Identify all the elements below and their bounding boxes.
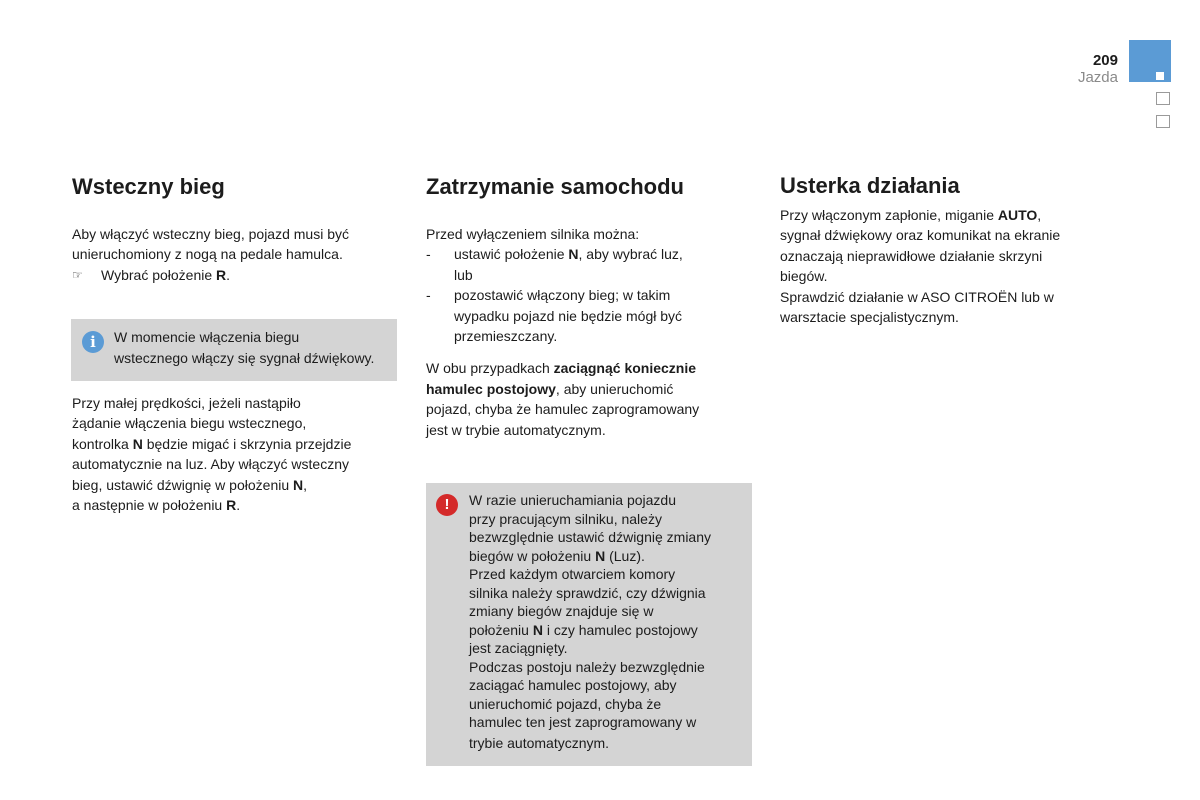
warning-line: bezwzględnie ustawić dźwignię zmiany (469, 529, 712, 545)
paragraph-line: kontrolka N będzie migać i skrzynia przejdzie (72, 435, 352, 452)
warning-line: jest zaciągnięty. (469, 640, 568, 656)
section-name: Jazda (1077, 69, 1118, 86)
page-header (1078, 52, 1118, 86)
warning-line: W razie unieruchamiania pojazdu (469, 492, 676, 508)
instruction-bullet (72, 265, 402, 285)
page-number: 209 (1092, 52, 1118, 69)
section-malfunction (780, 172, 1120, 327)
paragraph-line: Przy włączonym zapłonie, miganie AUTO, (780, 207, 1042, 223)
warning-line: biegów w położeniu N (Luz). (469, 547, 645, 564)
section-stopping-vehicle (426, 173, 756, 440)
paragraph-line: bieg, ustawić dźwignię w położeniu N, (72, 476, 308, 493)
intro-line: Aby włączyć wsteczny bieg, pojazd musi być (72, 226, 349, 242)
paragraph-line: W obu przypadkach zaciągnąć koniecznie (426, 360, 697, 377)
warning-line: zaciągać hamulec postojowy, aby (469, 677, 677, 693)
section-title: Wsteczny bieg (72, 174, 225, 199)
warning-line: przy pracującym silniku, należy (469, 510, 662, 527)
instruction-text: Wybrać położenie R. (101, 266, 231, 283)
warning-line: Przed każdym otwarciem komory (469, 566, 676, 582)
warning-line: silnika należy sprawdzić, czy dźwignia (469, 584, 706, 601)
paragraph-line: Sprawdzić działanie w ASO CITROËN lub w (780, 288, 1054, 305)
pointing-hand-icon: ☞ (72, 267, 83, 282)
list-item: - pozostawić włączony bieg; w takim wypadku pojazd nie będzie mógł być przemieszczany. (426, 287, 683, 345)
paragraph-line: żądanie włączenia biegu wstecznego, (72, 415, 307, 432)
section-reverse-gear (72, 173, 402, 285)
list-item: - ustawić położenie N, aby wybrać luz, lub (426, 246, 683, 283)
warning-line: Podczas postoju należy bezwzględnie (469, 658, 705, 675)
chapter-tab-box (1156, 92, 1170, 105)
chapter-tab-marker (1129, 40, 1171, 82)
paragraph-line: a następnie w położeniu R. (72, 497, 241, 514)
warning-line: unieruchomić pojazd, chyba że (469, 695, 662, 712)
paragraph-line: pojazd, chyba że hamulec zaprogramowany (426, 401, 700, 418)
paragraph-line: sygnał dźwiękowy oraz komunikat na ekranie (780, 227, 1061, 244)
warning-line: zmiany biegów znajduje się w (469, 603, 654, 619)
stopping-paragraph (426, 358, 756, 440)
warning-note (426, 483, 752, 766)
paragraph-line: biegów. (780, 268, 828, 285)
reverse-gear-paragraph (72, 393, 402, 515)
paragraph-line: jest w trybie automatycznym. (426, 421, 606, 438)
chapter-tab-box (1156, 115, 1170, 128)
info-note (71, 319, 397, 381)
warning-line: hamulec ten jest zaprogramowany w (469, 714, 697, 730)
paragraph-line: automatycznie na luz. Aby włączyć wsteczny (72, 456, 350, 473)
chapter-tab-dot (1156, 72, 1164, 80)
section-title: Zatrzymanie samochodu (426, 174, 684, 199)
note-line: wstecznego włączy się sygnał dźwiękowy. (114, 349, 375, 366)
warning-line: położeniu N i czy hamulec postojowy (469, 621, 698, 638)
warning-icon: ! (436, 494, 458, 516)
info-icon: i (82, 331, 104, 353)
paragraph-line: oznaczają nieprawidłowe działanie skrzyni (780, 247, 1043, 264)
note-line: W momencie włączenia biegu (114, 329, 300, 345)
intro-line: unieruchomiony z nogą na pedale hamulca. (72, 246, 343, 263)
warning-line: trybie automatycznym. (469, 734, 610, 751)
paragraph-line: warsztacie specjalistycznym. (780, 309, 959, 326)
section-title: Usterka działania (780, 173, 960, 198)
paragraph-line: hamulec postojowy, aby unieruchomić (426, 380, 674, 397)
paragraph-line: Przy małej prędkości, jeżeli nastąpiło (72, 395, 301, 411)
intro-line: Przed wyłączeniem silnika można: (426, 226, 640, 242)
